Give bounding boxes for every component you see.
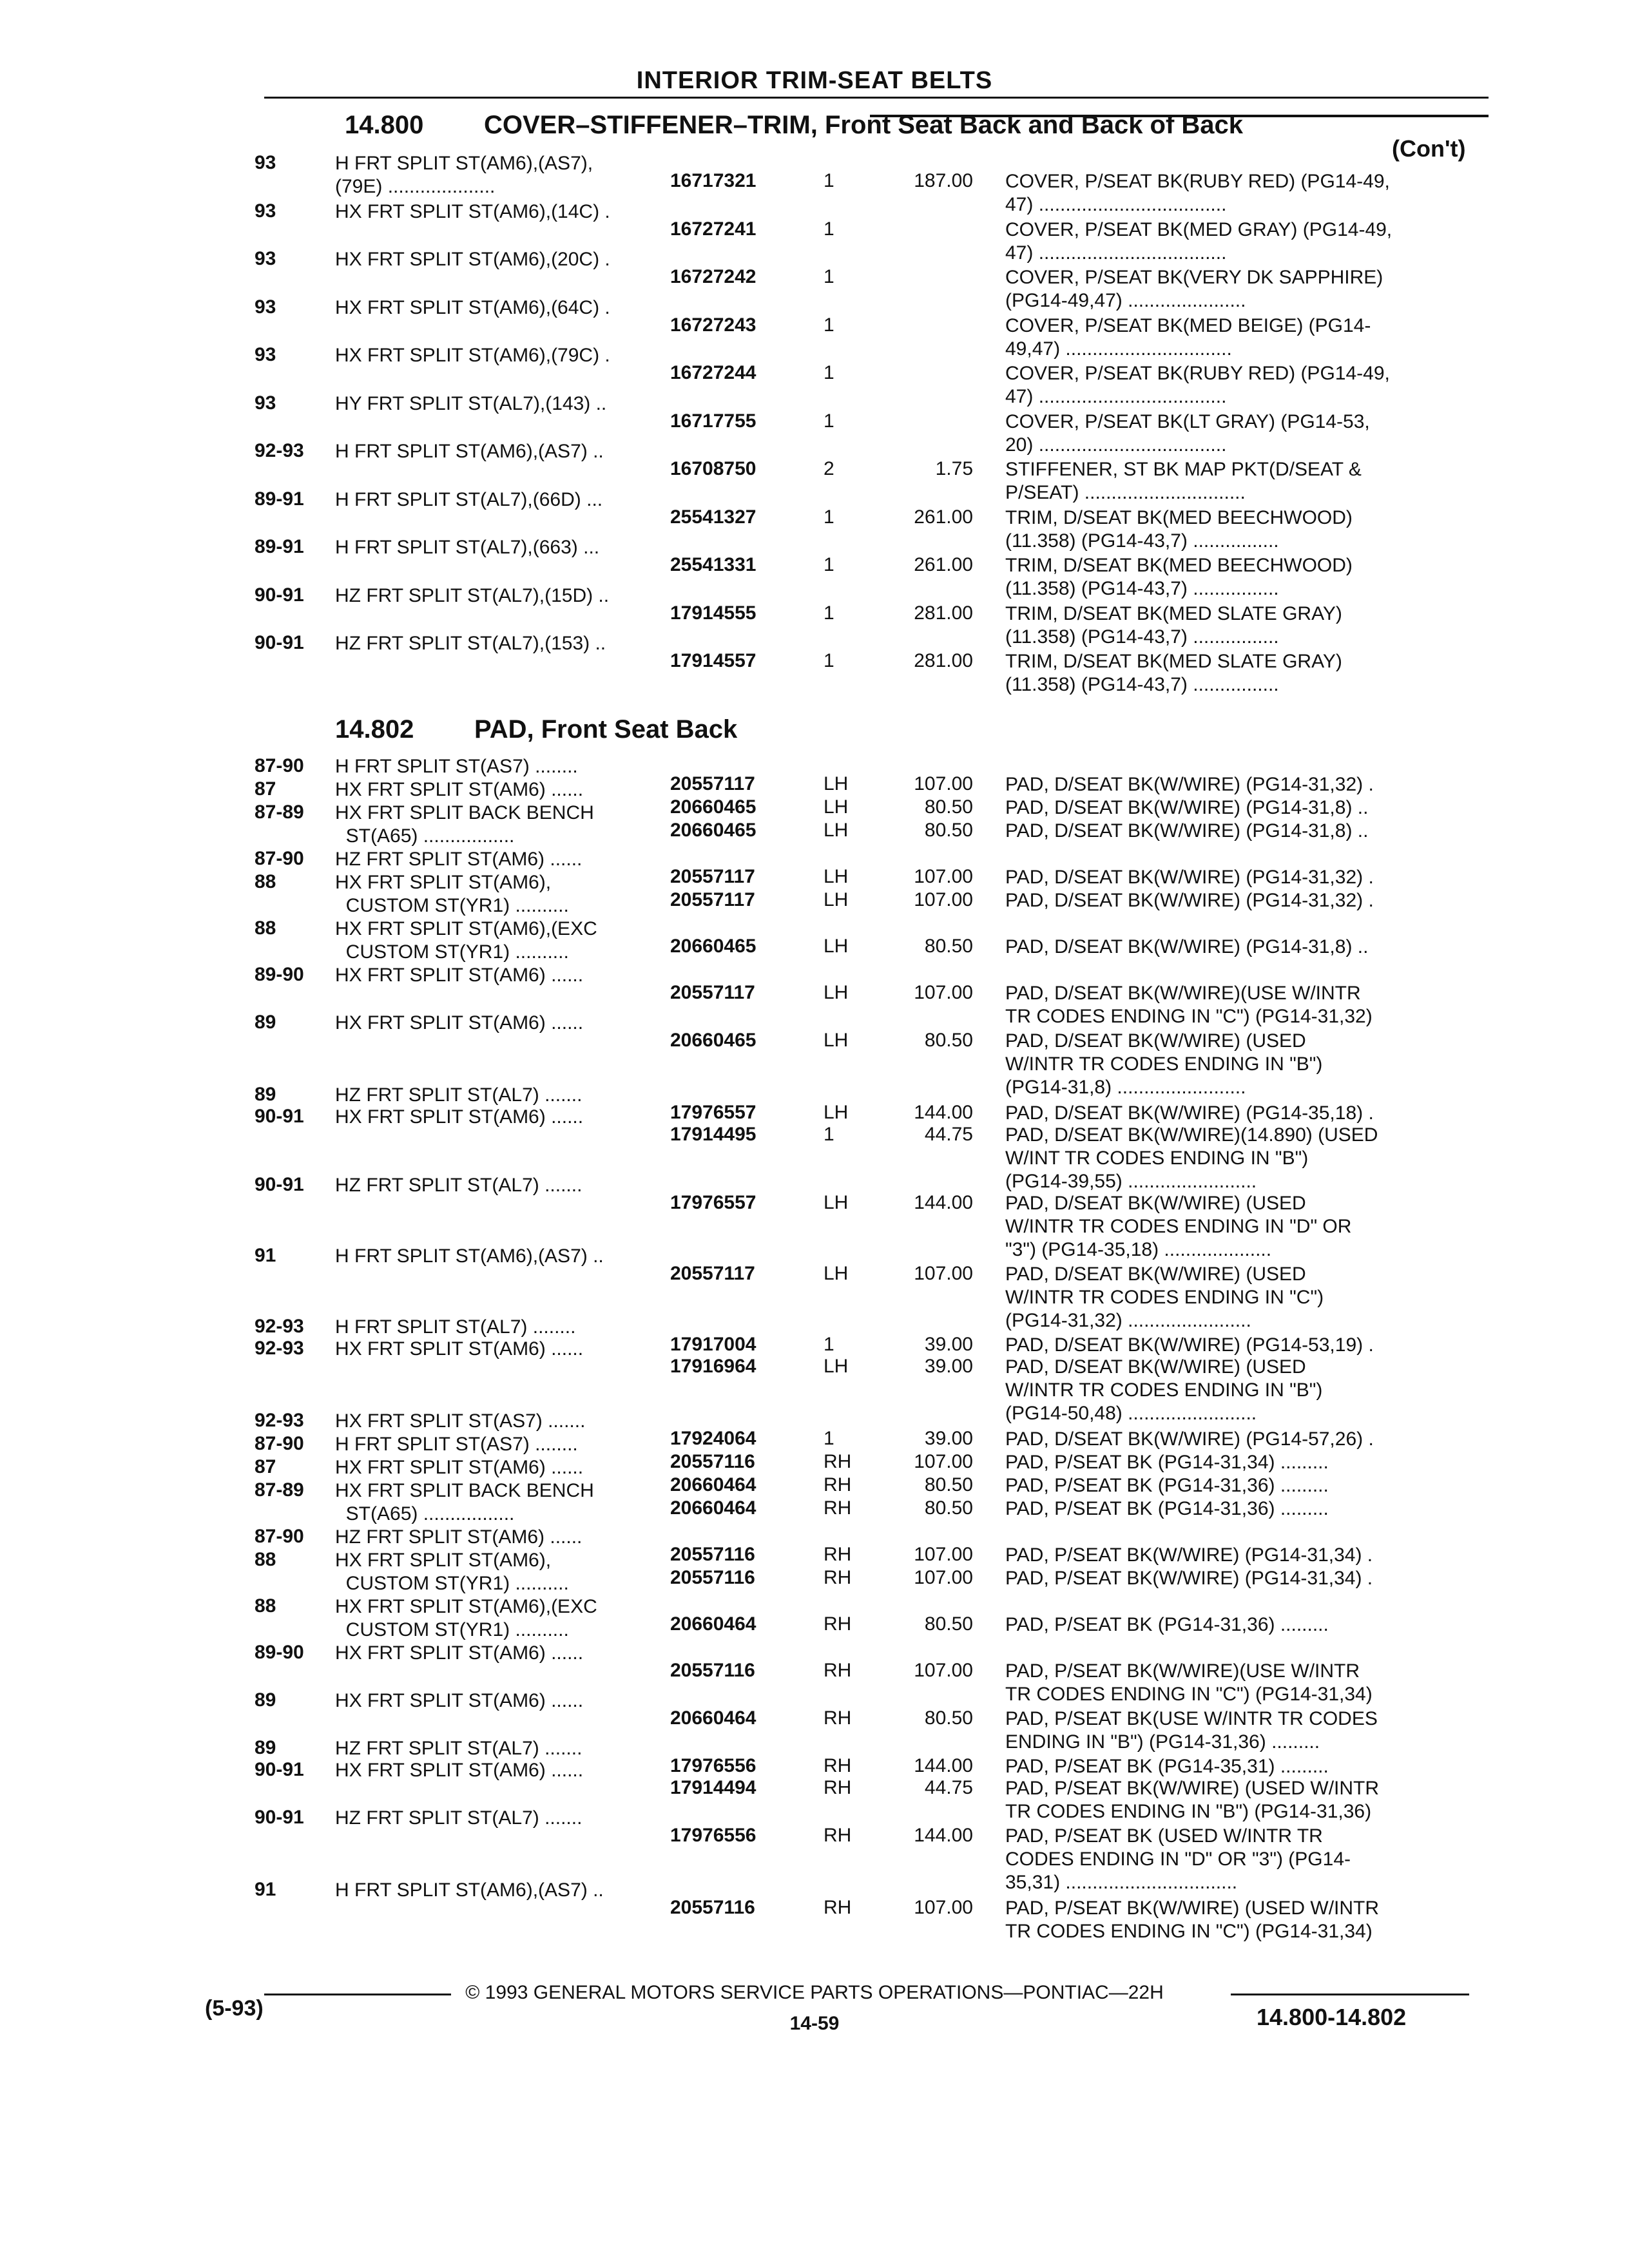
price: 44.75 xyxy=(924,1777,973,1798)
model-description: HX FRT SPLIT ST(AS7) ....... xyxy=(335,1410,586,1432)
model-description: HX FRT SPLIT ST(AM6) ...... xyxy=(335,1457,584,1478)
part-description: COVER, P/SEAT BK(LT GRAY) (PG14-53, 20) ................................... xyxy=(1005,410,1370,456)
part-number: 16727242 xyxy=(670,266,757,287)
quantity: RH xyxy=(824,1567,852,1588)
price: 80.50 xyxy=(924,1030,973,1051)
part-number: 20660464 xyxy=(670,1613,757,1635)
part-description: PAD, P/SEAT BK (USED W/INTR TR CODES ENDING IN "D" OR "3") (PG14- 35,31) ................................ xyxy=(1005,1825,1351,1893)
quantity: 1 xyxy=(824,362,834,383)
part-number: 20557116 xyxy=(670,1567,755,1588)
part-number: 16717755 xyxy=(670,410,757,432)
part-number: 20660465 xyxy=(670,820,757,841)
part-description: PAD, P/SEAT BK(W/WIRE) (USED W/INTR TR CODES ENDING IN "B") (PG14-31,36) xyxy=(1005,1778,1380,1822)
price: 80.50 xyxy=(924,1707,973,1729)
part-number: 20660464 xyxy=(670,1707,757,1729)
model-description: HZ FRT SPLIT ST(AL7) ....... xyxy=(335,1175,583,1196)
price: 80.50 xyxy=(924,936,973,957)
part-description: STIFFENER, ST BK MAP PKT(D/SEAT & P/SEAT) .............................. xyxy=(1005,459,1362,503)
price: 107.00 xyxy=(914,1567,973,1588)
part-description: PAD, D/SEAT BK(W/WIRE) (USED W/INTR TR CODES ENDING IN "B") (PG14-50,48) ........................ xyxy=(1005,1356,1323,1424)
table-row xyxy=(0,1549,1629,1597)
part-description: TRIM, D/SEAT BK(MED SLATE GRAY) (11.358) (PG14-43,7) ................ xyxy=(1005,651,1342,695)
part-description: PAD, D/SEAT BK(W/WIRE) (PG14-31,8) .. xyxy=(1005,936,1369,957)
model-year: 89 xyxy=(255,1737,276,1758)
part-number: 17914557 xyxy=(670,650,757,671)
price: 281.00 xyxy=(914,650,973,671)
section-number: 14.802 xyxy=(335,715,414,744)
model-description: HX FRT SPLIT ST(AM6), CUSTOM ST(YR1) .......... xyxy=(335,1550,569,1594)
part-number: 17976556 xyxy=(670,1755,757,1776)
quantity: 1 xyxy=(824,170,834,191)
model-description: H FRT SPLIT ST(AM6),(AS7) .. xyxy=(335,1879,604,1901)
part-number: 16727244 xyxy=(670,362,757,383)
quantity: 1 xyxy=(824,1124,834,1145)
part-number: 20557116 xyxy=(670,1544,755,1565)
section-title-14-800 xyxy=(345,111,1243,140)
model-description: HX FRT SPLIT ST(AM6),(64C) . xyxy=(335,296,610,318)
quantity: LH xyxy=(824,982,849,1003)
table-row xyxy=(0,1595,1629,1643)
model-year: 87 xyxy=(255,1456,276,1477)
section-heading: PAD, Front Seat Back xyxy=(474,715,738,744)
table-row xyxy=(0,1879,1629,1942)
quantity: LH xyxy=(824,866,849,887)
part-description: PAD, D/SEAT BK(W/WIRE) (PG14-31,32) . xyxy=(1005,774,1374,795)
model-description: HX FRT SPLIT ST(AM6) ...... xyxy=(335,1642,584,1664)
price: 187.00 xyxy=(914,170,973,191)
part-number: 17916964 xyxy=(670,1356,757,1377)
price: 144.00 xyxy=(914,1825,973,1846)
quantity: RH xyxy=(824,1497,852,1519)
part-description: PAD, D/SEAT BK(W/WIRE) (USED W/INTR TR CODES ENDING IN "C") (PG14-31,32) ....................... xyxy=(1005,1264,1324,1331)
model-year: 92-93 xyxy=(255,1338,304,1359)
model-description: HX FRT SPLIT BACK BENCH ST(A65) ................. xyxy=(335,802,594,847)
quantity: RH xyxy=(824,1707,852,1729)
part-description: COVER, P/SEAT BK(RUBY RED) (PG14-49, 47) ................................... xyxy=(1005,363,1390,407)
price: 107.00 xyxy=(914,1660,973,1681)
part-number: 20660464 xyxy=(670,1474,757,1495)
price: 261.00 xyxy=(914,506,973,528)
part-number: 20557117 xyxy=(670,1263,755,1284)
section-number: 14.800 xyxy=(345,111,424,139)
part-description: PAD, P/SEAT BK (PG14-31,36) ......... xyxy=(1005,1498,1329,1519)
model-year: 90-91 xyxy=(255,632,304,653)
section-title-14-802 xyxy=(335,715,737,744)
table-row xyxy=(0,1642,1629,1705)
part-number: 20557116 xyxy=(670,1451,755,1472)
price: 107.00 xyxy=(914,773,973,794)
part-number: 17914555 xyxy=(670,602,757,624)
model-description: HX FRT SPLIT ST(AM6), CUSTOM ST(YR1) .......... xyxy=(335,872,569,916)
part-number: 20557117 xyxy=(670,982,755,1003)
model-description: H FRT SPLIT ST(AM6),(AS7), (79E) .................... xyxy=(335,153,593,197)
part-description: PAD, D/SEAT BK(W/WIRE) (PG14-31,32) . xyxy=(1005,890,1374,911)
model-description: HX FRT SPLIT ST(AM6) ...... xyxy=(335,1338,584,1360)
section-heading: COVER–STIFFENER–TRIM, Front Seat Back and Back of Back xyxy=(484,111,1244,139)
model-year: 87-89 xyxy=(255,802,304,823)
model-description: HZ FRT SPLIT ST(AL7) ....... xyxy=(335,1738,583,1759)
price: 107.00 xyxy=(914,1544,973,1565)
model-year: 89 xyxy=(255,1084,276,1105)
part-description: COVER, P/SEAT BK(RUBY RED) (PG14-49, 47) ................................... xyxy=(1005,171,1390,215)
part-number: 20660465 xyxy=(670,1030,757,1051)
part-description: TRIM, D/SEAT BK(MED BEECHWOOD) (11.358) (PG14-43,7) ................ xyxy=(1005,555,1353,599)
price: 80.50 xyxy=(924,796,973,818)
part-description: PAD, P/SEAT BK (PG14-31,34) ......... xyxy=(1005,1452,1329,1473)
model-year: 87-90 xyxy=(255,1526,304,1547)
quantity: LH xyxy=(824,773,849,794)
part-description: PAD, P/SEAT BK(USE W/INTR TR CODES ENDING IN "B") (PG14-31,36) ......... xyxy=(1005,1708,1378,1753)
part-description: COVER, P/SEAT BK(VERY DK SAPPHIRE) (PG14-49,47) ...................... xyxy=(1005,267,1383,311)
part-description: PAD, P/SEAT BK(W/WIRE) (PG14-31,34) . xyxy=(1005,1568,1373,1589)
model-year: 89-90 xyxy=(255,1642,304,1663)
model-year: 92-93 xyxy=(255,1316,304,1337)
part-number: 16708750 xyxy=(670,458,757,479)
model-year: 93 xyxy=(255,248,276,269)
model-year: 93 xyxy=(255,296,276,318)
footer-date: (5-93) xyxy=(205,1996,264,2021)
model-description: HZ FRT SPLIT ST(AL7),(15D) .. xyxy=(335,584,610,606)
model-year: 88 xyxy=(255,871,276,892)
price: 80.50 xyxy=(924,1474,973,1495)
part-description: PAD, D/SEAT BK(W/WIRE) (USED W/INTR TR CODES ENDING IN "B") (PG14-31,8) ........................ xyxy=(1005,1030,1323,1098)
model-description: HX FRT SPLIT ST(AM6) ...... xyxy=(335,1760,584,1781)
quantity: RH xyxy=(824,1613,852,1635)
part-description: PAD, P/SEAT BK (PG14-31,36) ......... xyxy=(1005,1475,1329,1496)
model-year: 92-93 xyxy=(255,440,304,461)
page-title: INTERIOR TRIM-SEAT BELTS xyxy=(636,67,993,94)
model-year: 88 xyxy=(255,1595,276,1617)
quantity: LH xyxy=(824,1030,849,1051)
quantity: 1 xyxy=(824,266,834,287)
part-description: PAD, D/SEAT BK(W/WIRE) (PG14-35,18) . xyxy=(1005,1102,1374,1124)
quantity: LH xyxy=(824,889,849,910)
quantity: LH xyxy=(824,1102,849,1123)
quantity: 1 xyxy=(824,1428,834,1449)
model-year: 90-91 xyxy=(255,1106,304,1127)
part-description: COVER, P/SEAT BK(MED GRAY) (PG14-49, 47) ................................... xyxy=(1005,218,1393,264)
part-number: 17976556 xyxy=(670,1825,757,1846)
part-description: PAD, P/SEAT BK(W/WIRE) (PG14-31,34) . xyxy=(1005,1544,1373,1566)
part-number: 25541327 xyxy=(670,506,757,528)
model-year: 90-91 xyxy=(255,1807,304,1828)
model-description: H FRT SPLIT ST(AL7),(663) ... xyxy=(335,537,600,558)
quantity: 1 xyxy=(824,554,834,575)
price: 107.00 xyxy=(914,866,973,887)
part-description: PAD, D/SEAT BK(W/WIRE) (PG14-31,8) .. xyxy=(1005,797,1369,818)
part-number: 17914495 xyxy=(670,1124,757,1145)
part-number: 20557117 xyxy=(670,889,755,910)
model-year: 88 xyxy=(255,1549,276,1570)
model-year: 90-91 xyxy=(255,1759,304,1780)
price: 107.00 xyxy=(914,1897,973,1918)
model-description: H FRT SPLIT ST(AS7) ........ xyxy=(335,756,578,777)
part-description: TRIM, D/SEAT BK(MED BEECHWOOD) (11.358) (PG14-43,7) ................ xyxy=(1005,506,1353,552)
part-number: 17976557 xyxy=(670,1192,757,1213)
part-number: 25541331 xyxy=(670,554,757,575)
part-description: TRIM, D/SEAT BK(MED SLATE GRAY) (11.358) (PG14-43,7) ................ xyxy=(1005,602,1342,648)
part-number: 20660464 xyxy=(670,1497,757,1519)
model-description: HZ FRT SPLIT ST(AM6) ...... xyxy=(335,849,583,870)
part-description: PAD, P/SEAT BK (PG14-31,36) ......... xyxy=(1005,1614,1329,1635)
model-description: H FRT SPLIT ST(AL7),(66D) ... xyxy=(335,488,603,510)
part-number: 17976557 xyxy=(670,1102,757,1123)
table-row xyxy=(0,802,1629,849)
part-description: PAD, D/SEAT BK(W/WIRE) (PG14-57,26) . xyxy=(1005,1428,1374,1450)
model-year: 93 xyxy=(255,392,276,414)
model-description: HX FRT SPLIT ST(AM6) ...... xyxy=(335,1106,584,1128)
part-description: PAD, D/SEAT BK(W/WIRE) (USED W/INTR TR CODES ENDING IN "D" OR "3") (PG14-35,18) .................... xyxy=(1005,1193,1352,1260)
model-description: H FRT SPLIT ST(AM6),(AS7) .. xyxy=(335,441,604,462)
quantity: 1 xyxy=(824,650,834,671)
model-year: 87-89 xyxy=(255,1479,304,1501)
model-year: 91 xyxy=(255,1245,276,1266)
part-description: PAD, P/SEAT BK(W/WIRE)(USE W/INTR TR CODES ENDING IN "C") (PG14-31,34) xyxy=(1005,1660,1373,1705)
model-year: 87 xyxy=(255,778,276,800)
quantity: RH xyxy=(824,1474,852,1495)
price: 44.75 xyxy=(924,1124,973,1145)
model-year: 92-93 xyxy=(255,1410,304,1431)
footer-section-ref: 14.800-14.802 xyxy=(1257,2004,1407,2030)
price: 39.00 xyxy=(924,1334,973,1355)
model-description: HX FRT SPLIT ST(AM6),(14C) . xyxy=(335,200,610,222)
price: 107.00 xyxy=(914,982,973,1003)
part-number: 17914494 xyxy=(670,1777,757,1798)
part-number: 16727241 xyxy=(670,218,757,240)
quantity: LH xyxy=(824,796,849,818)
part-number: 17917004 xyxy=(670,1334,757,1355)
table-row xyxy=(0,964,1629,1027)
model-year: 89 xyxy=(255,1689,276,1711)
part-number: 20660465 xyxy=(670,936,757,957)
model-year: 90-91 xyxy=(255,584,304,606)
model-description: H FRT SPLIT ST(AL7) ........ xyxy=(335,1316,576,1338)
price: 80.50 xyxy=(924,1613,973,1635)
price: 144.00 xyxy=(914,1192,973,1213)
model-year: 88 xyxy=(255,918,276,939)
part-number: 16717321 xyxy=(670,170,757,191)
quantity: LH xyxy=(824,1263,849,1284)
model-year: 93 xyxy=(255,152,276,173)
model-year: 89-91 xyxy=(255,488,304,510)
part-number: 16727243 xyxy=(670,314,757,336)
quantity: 1 xyxy=(824,218,834,240)
quantity: LH xyxy=(824,1192,849,1213)
part-number: 20557117 xyxy=(670,866,755,887)
part-description: PAD, P/SEAT BK (PG14-35,31) ......... xyxy=(1005,1756,1329,1777)
price: 107.00 xyxy=(914,1451,973,1472)
quantity: 1 xyxy=(824,1334,834,1355)
model-description: HZ FRT SPLIT ST(AL7) ....... xyxy=(335,1084,583,1106)
model-year: 91 xyxy=(255,1879,276,1900)
part-number: 20557116 xyxy=(670,1897,755,1918)
part-description: PAD, D/SEAT BK(W/WIRE)(14.890) (USED W/INT TR CODES ENDING IN "B") (PG14-39,55) ........................ xyxy=(1005,1124,1378,1192)
price: 144.00 xyxy=(914,1102,973,1123)
table-row xyxy=(0,871,1629,919)
table-row xyxy=(0,1479,1629,1527)
part-number: 17924064 xyxy=(670,1428,757,1449)
table-row xyxy=(0,632,1629,695)
model-description: HX FRT SPLIT ST(AM6),(20C) . xyxy=(335,249,610,270)
model-description: HX FRT SPLIT ST(AM6) ...... xyxy=(335,1012,584,1033)
price: 1.75 xyxy=(935,458,973,479)
model-description: H FRT SPLIT ST(AS7) ........ xyxy=(335,1434,578,1455)
quantity: LH xyxy=(824,820,849,841)
part-description: PAD, P/SEAT BK(W/WIRE) (USED W/INTR TR CODES ENDING IN "C") (PG14-31,34) xyxy=(1005,1898,1380,1942)
price: 261.00 xyxy=(914,554,973,575)
footer-copyright: © 1993 GENERAL MOTORS SERVICE PARTS OPERATIONS—PONTIAC—22H xyxy=(465,1982,1164,2003)
quantity: RH xyxy=(824,1825,852,1846)
quantity: LH xyxy=(824,936,849,957)
price: 80.50 xyxy=(924,1497,973,1519)
quantity: 1 xyxy=(824,602,834,624)
quantity: RH xyxy=(824,1544,852,1565)
model-year: 90-91 xyxy=(255,1174,304,1195)
model-description: HZ FRT SPLIT ST(AM6) ...... xyxy=(335,1526,583,1548)
model-description: H FRT SPLIT ST(AM6),(AS7) .. xyxy=(335,1245,604,1267)
quantity: 1 xyxy=(824,506,834,528)
model-description: HX FRT SPLIT ST(AM6),(79C) . xyxy=(335,345,610,366)
model-description: HZ FRT SPLIT ST(AL7),(153) .. xyxy=(335,633,606,654)
model-year: 93 xyxy=(255,344,276,365)
quantity: 2 xyxy=(824,458,834,479)
quantity: RH xyxy=(824,1777,852,1798)
part-description: PAD, D/SEAT BK(W/WIRE) (PG14-31,8) .. xyxy=(1005,820,1369,841)
price: 80.50 xyxy=(924,820,973,841)
model-description: HX FRT SPLIT ST(AM6),(EXC CUSTOM ST(YR1) .......... xyxy=(335,1596,597,1640)
table-row xyxy=(0,918,1629,965)
model-description: HZ FRT SPLIT ST(AL7) ....... xyxy=(335,1807,583,1829)
quantity: RH xyxy=(824,1451,852,1472)
model-year: 93 xyxy=(255,200,276,222)
quantity: RH xyxy=(824,1897,852,1918)
part-number: 20660465 xyxy=(670,796,757,818)
price: 144.00 xyxy=(914,1755,973,1776)
model-year: 89-90 xyxy=(255,964,304,985)
quantity: RH xyxy=(824,1660,852,1681)
part-number: 20557117 xyxy=(670,773,755,794)
continued-label: (Con't) xyxy=(1392,135,1466,162)
price: 107.00 xyxy=(914,1263,973,1284)
part-description: PAD, D/SEAT BK(W/WIRE) (PG14-31,32) . xyxy=(1005,867,1374,888)
model-year: 89 xyxy=(255,1012,276,1033)
model-description: HX FRT SPLIT BACK BENCH ST(A65) ................. xyxy=(335,1480,594,1524)
quantity: 1 xyxy=(824,410,834,432)
quantity: LH xyxy=(824,1356,849,1377)
price: 281.00 xyxy=(914,602,973,624)
top-rule xyxy=(264,97,1489,99)
footer-page-number: 14-59 xyxy=(789,2013,840,2034)
model-year: 87-90 xyxy=(255,848,304,869)
part-description: PAD, D/SEAT BK(W/WIRE)(USE W/INTR TR CODES ENDING IN "C") (PG14-31,32) xyxy=(1005,983,1373,1027)
model-year: 89-91 xyxy=(255,536,304,557)
price: 39.00 xyxy=(924,1428,973,1449)
model-year: 87-90 xyxy=(255,755,304,776)
quantity: 1 xyxy=(824,314,834,336)
model-description: HX FRT SPLIT ST(AM6),(EXC CUSTOM ST(YR1) .......... xyxy=(335,918,597,963)
model-description: HX FRT SPLIT ST(AM6) ...... xyxy=(335,965,584,986)
model-description: HY FRT SPLIT ST(AL7),(143) .. xyxy=(335,392,607,414)
part-description: COVER, P/SEAT BK(MED BEIGE) (PG14- 49,47) ............................... xyxy=(1005,314,1371,360)
model-year: 87-90 xyxy=(255,1433,304,1454)
quantity: RH xyxy=(824,1755,852,1776)
price: 107.00 xyxy=(914,889,973,910)
price: 39.00 xyxy=(924,1356,973,1377)
model-description: HX FRT SPLIT ST(AM6) ...... xyxy=(335,779,584,800)
model-description: HX FRT SPLIT ST(AM6) ...... xyxy=(335,1690,584,1711)
part-description: PAD, D/SEAT BK(W/WIRE) (PG14-53,19) . xyxy=(1005,1334,1374,1356)
part-number: 20557116 xyxy=(670,1660,755,1681)
